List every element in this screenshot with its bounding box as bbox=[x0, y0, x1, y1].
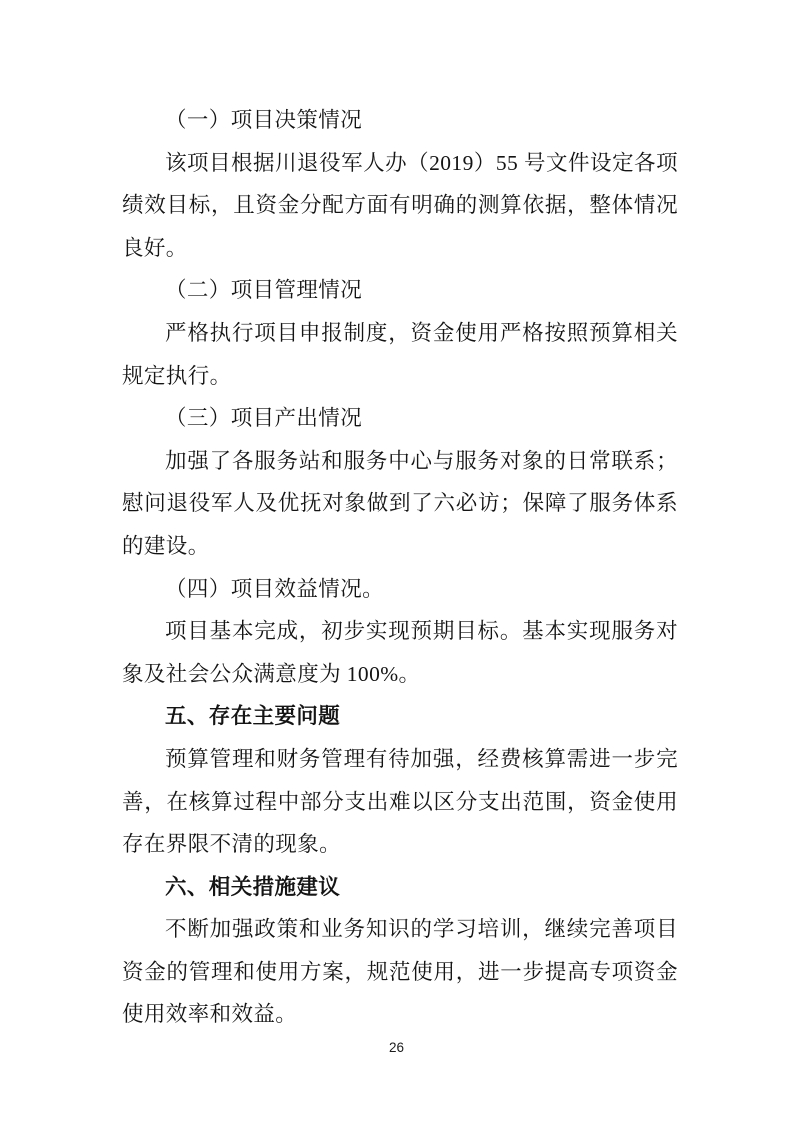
paragraph-output: 加强了各服务站和服务中心与服务对象的日常联系；慰问退役军人及优抚对象做到了六必访；保障了服务体系的建设。 bbox=[122, 448, 678, 558]
paragraph-suggestions: 不断加强政策和业务知识的学习培训，继续完善项目资金的管理和使用方案，规范使用，进一步提高专项资金使用效率和效益。 bbox=[122, 917, 678, 1027]
section-subheading-1: （一）项目决策情况 bbox=[165, 108, 363, 132]
section-subheading-3: （三）项目产出情况 bbox=[165, 406, 363, 431]
section-heading-5: 五、存在主要问题 bbox=[165, 704, 341, 729]
paragraph-decision: 该项目根据川退役军人办（2019）55 号文件设定各项绩效目标，且资金分配方面有明确的测算依据，整体情况良好。 bbox=[122, 150, 678, 260]
paragraph-management: 严格执行项目申报制度，资金使用严格按照预算相关规定执行。 bbox=[122, 320, 678, 388]
paragraph-problems: 预算管理和财务管理有待加强，经费核算需进一步完善，在核算过程中部分支出难以区分支出范围，资金使用存在界限不清的现象。 bbox=[122, 746, 678, 857]
document-body bbox=[122, 99, 678, 1036]
section-subheading-4: （四）项目效益情况。 bbox=[165, 576, 385, 601]
paragraph-benefit: 项目基本完成，初步实现预期目标。基本实现服务对象及社会公众满意度为 100%。 bbox=[122, 619, 678, 686]
section-heading-6: 六、相关措施建议 bbox=[165, 874, 341, 899]
section-subheading-2: （二）项目管理情况 bbox=[165, 278, 363, 303]
page-number: 26 bbox=[388, 1040, 405, 1055]
